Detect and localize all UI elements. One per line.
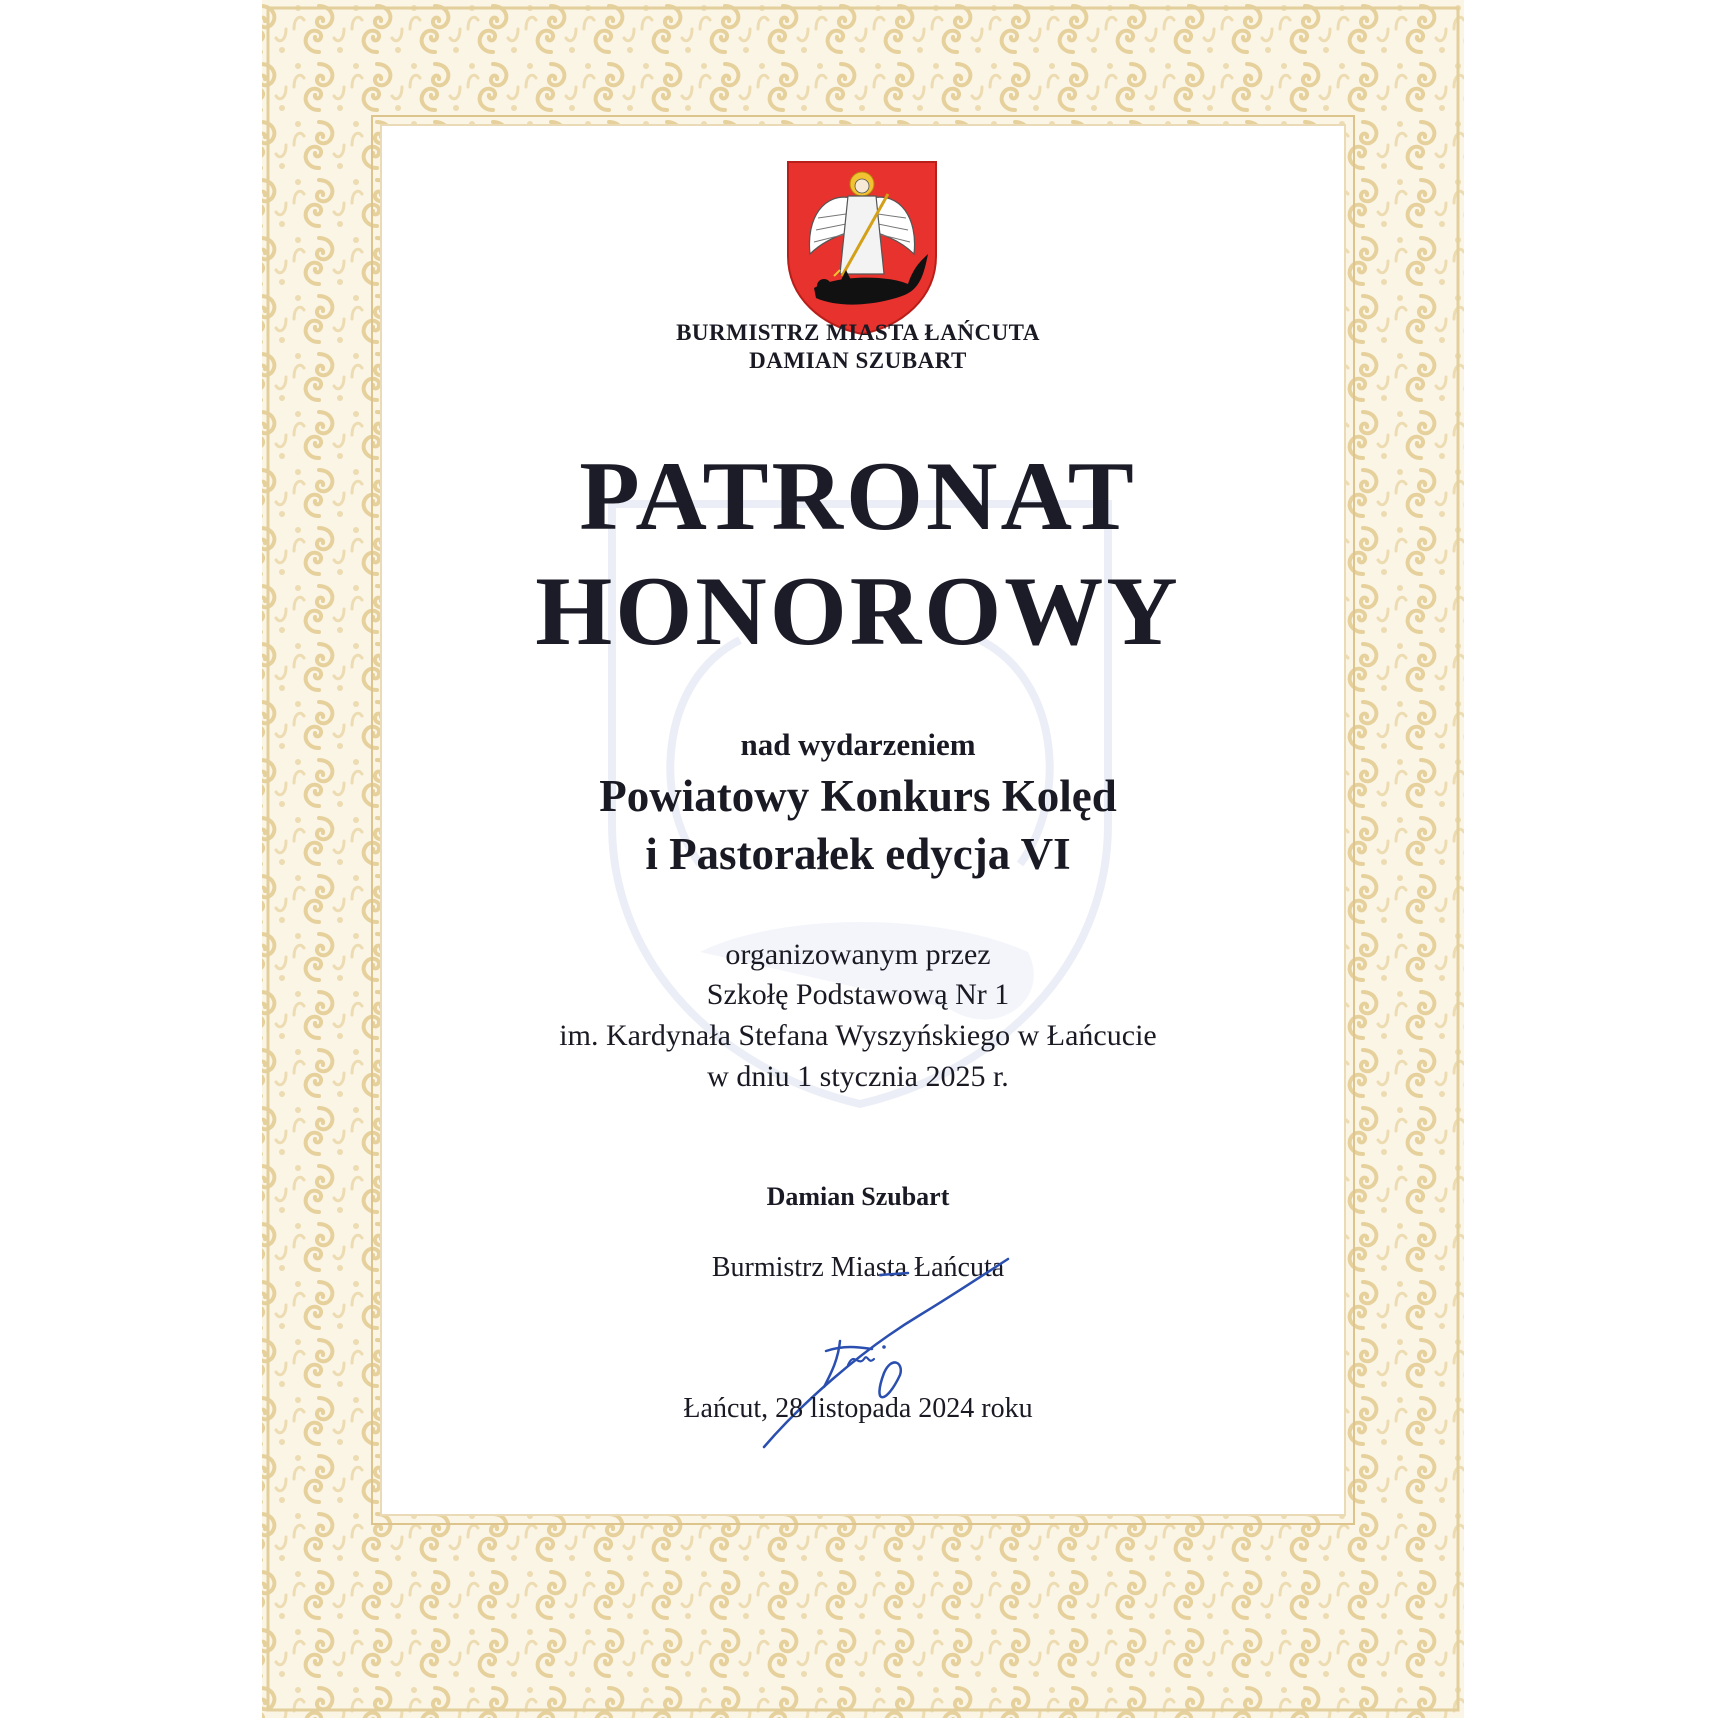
title-line-2: HONOROWY (535, 557, 1181, 666)
organizer-line-2: im. Kardynała Stefana Wyszyńskiego w Łańcucie (559, 1019, 1157, 1052)
title-line-1: PATRONAT (579, 442, 1137, 551)
organizer-intro: organizowanym przez (725, 938, 991, 971)
place-and-date: Łańcut, 28 listopada 2024 roku (683, 1393, 1033, 1424)
issuer-title: BURMISTRZ MIASTA ŁAŃCUTA (676, 320, 1040, 345)
event-name-line-2: i Pastorałek edycja VI (645, 829, 1071, 879)
handwritten-signature (740, 1255, 1120, 1475)
event-name-line-1: Powiatowy Konkurs Kolęd (599, 771, 1117, 821)
event-date: w dniu 1 stycznia 2025 r. (707, 1060, 1009, 1093)
issuer-name: DAMIAN SZUBART (749, 348, 967, 373)
signatory-role: Burmistrz Miasta Łańcuta (711, 1252, 1005, 1283)
organizer-line-1: Szkołę Podstawową Nr 1 (706, 978, 1010, 1011)
lead-text: nad wydarzeniem (740, 727, 976, 762)
signatory-name: Damian Szubart (766, 1182, 950, 1211)
coat-of-arms-icon (784, 158, 940, 338)
